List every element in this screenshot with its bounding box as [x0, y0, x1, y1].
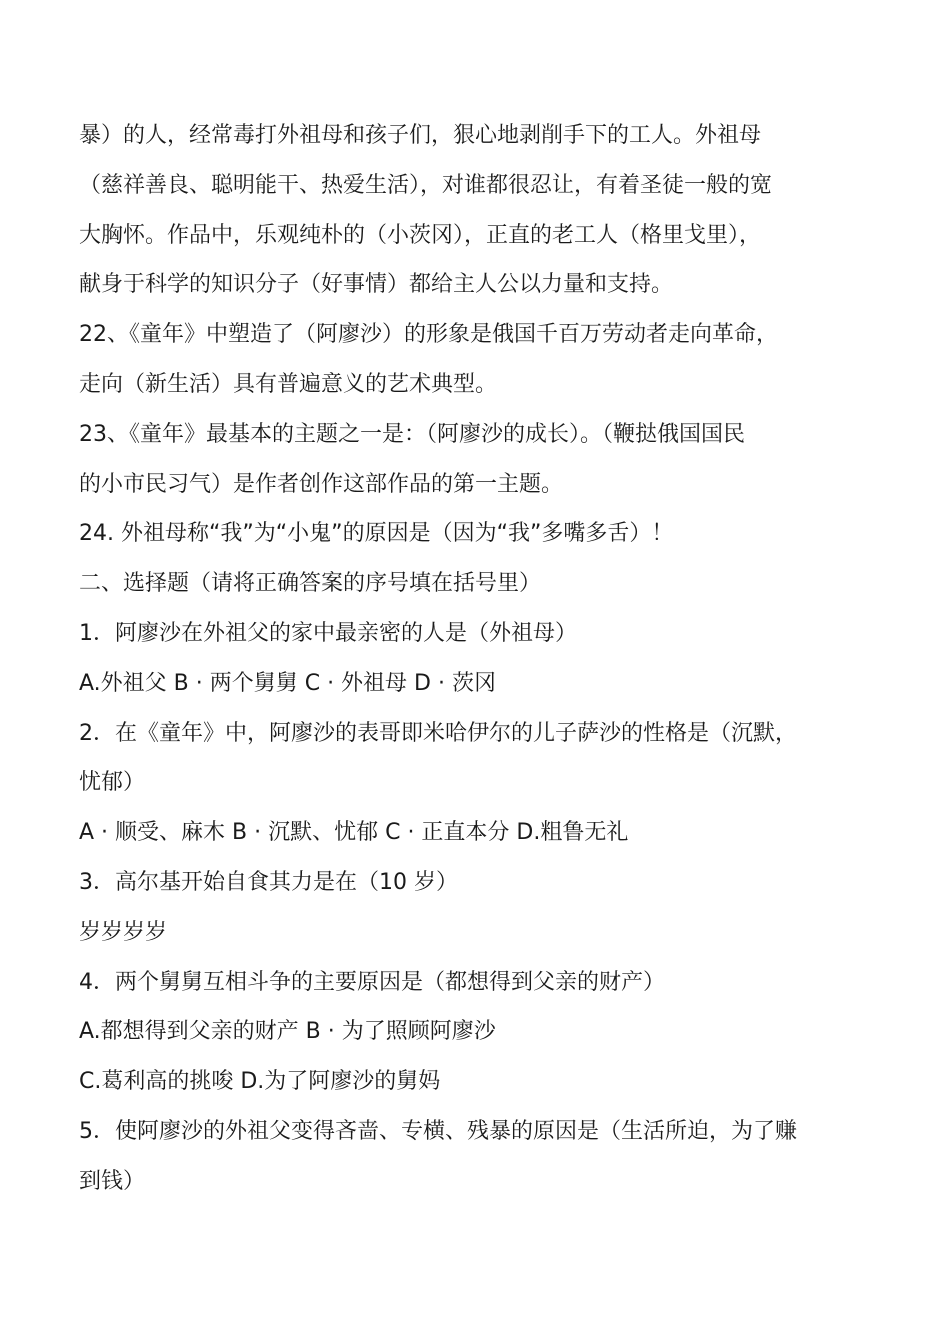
document-body — [79, 111, 879, 1207]
paragraph-line: 大胸怀。作品中，乐观纯朴的（小茨冈），正直的老工人（格里戈里）， — [79, 222, 762, 248]
paragraph-line: （慈祥善良、聪明能干、热爱生活），对谁都很忍让，有着圣徒一般的宽 — [79, 172, 773, 198]
question-4-options: A.都想得到父亲的财产 B · 为了照顾阿廖沙 — [79, 1019, 496, 1045]
section-heading: 二、选择题（请将正确答案的序号填在括号里） — [79, 571, 542, 597]
item-23-line: 的小市民习气）是作者创作这部作品的第一主题。 — [79, 471, 564, 497]
question-2: 2．在《童年》中，阿廖沙的表哥即米哈伊尔的儿子萨沙的性格是（沉默， — [79, 720, 797, 746]
item-22-line: 22、《童年》中塑造了（阿廖沙）的形象是俄国千百万劳动者走向革命， — [79, 322, 778, 348]
question-4: 4．两个舅舅互相斗争的主要原因是（都想得到父亲的财产） — [79, 969, 665, 995]
question-2-options: A · 顺受、麻木 B · 沉默、忧郁 C · 正直本分 D.粗鲁无礼 — [79, 820, 629, 846]
item-23-line: 23、《童年》最基本的主题之一是：（阿廖沙的成长）。（鞭挞俄国国民 — [79, 421, 745, 447]
question-5: 5．使阿廖沙的外祖父变得吝啬、专横、残暴的原因是（生活所迫，为了赚 — [79, 1118, 797, 1144]
item-24-line: 24. 外祖母称“我”为“小鬼”的原因是（因为“我”多嘴多舌）！ — [79, 521, 674, 547]
question-3: 3．高尔基开始自食其力是在（10 岁） — [79, 869, 458, 895]
question-5: 到钱） — [79, 1168, 146, 1194]
question-1-options: A.外祖父 B · 两个舅舅 C · 外祖母 D · 茨冈 — [79, 670, 496, 696]
question-3-options: 岁岁岁岁 — [79, 919, 168, 945]
question-2: 忧郁） — [79, 770, 146, 796]
paragraph-line: 献身于科学的知识分子（好事情）都给主人公以力量和支持。 — [79, 272, 674, 298]
item-22-line: 走向（新生活）具有普遍意义的艺术典型。 — [79, 371, 498, 397]
question-4-options: C.葛利高的挑唆 D.为了阿廖沙的舅妈 — [79, 1069, 441, 1095]
question-1: 1．阿廖沙在外祖父的家中最亲密的人是（外祖母） — [79, 620, 577, 646]
paragraph-line: 暴）的人，经常毒打外祖母和孩子们，狠心地剥削手下的工人。外祖母 — [79, 123, 762, 148]
